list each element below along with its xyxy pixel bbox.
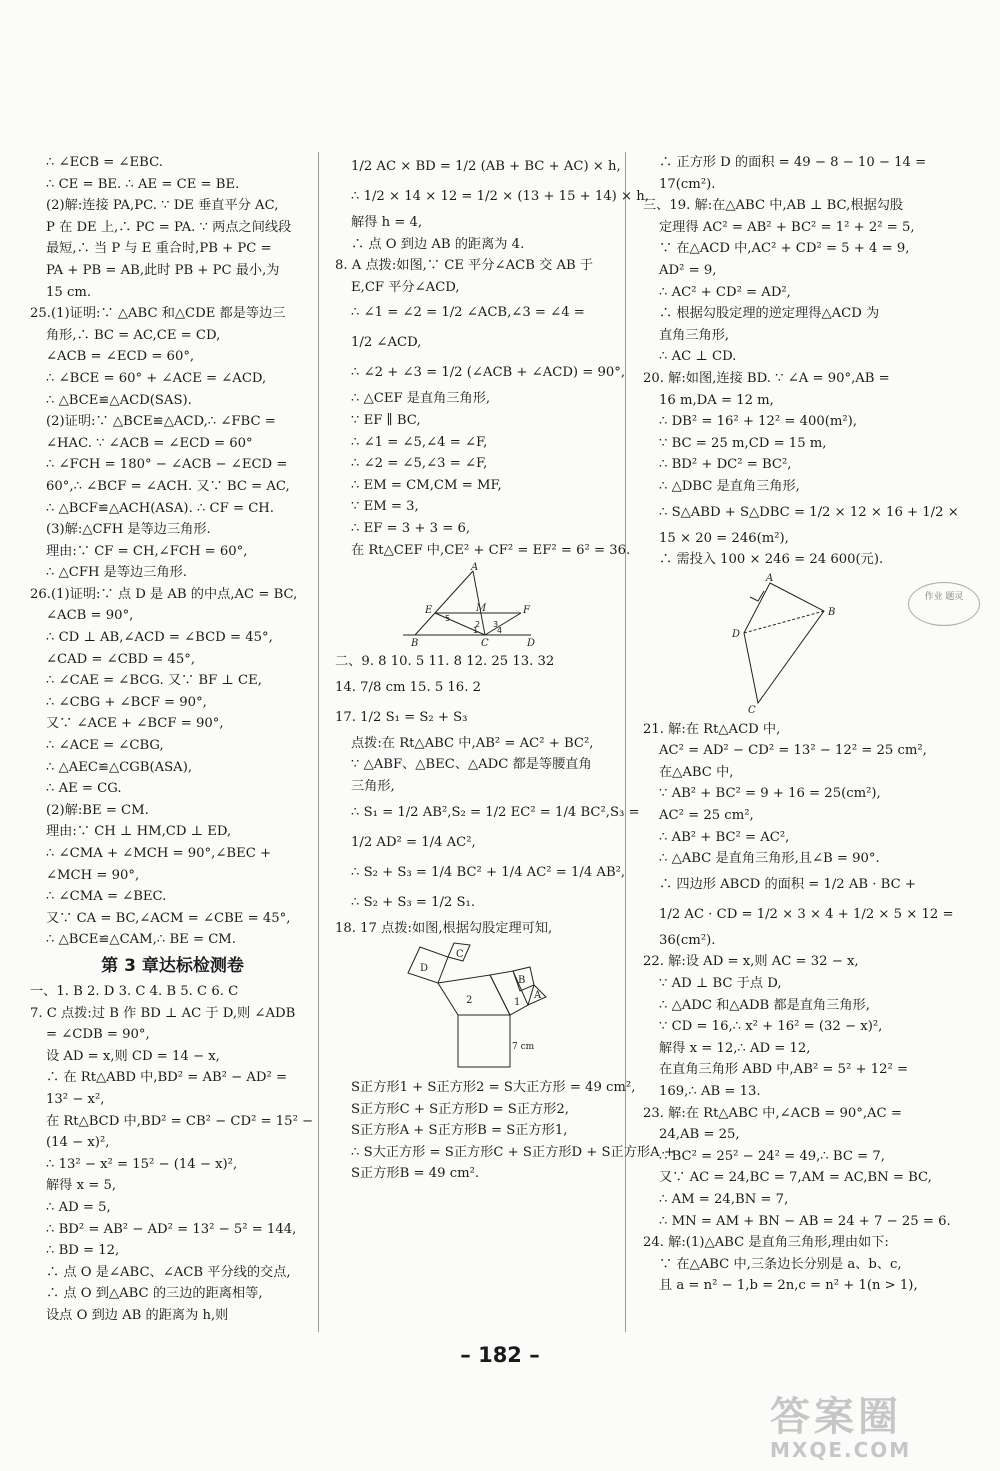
text-line: 13² − x², xyxy=(46,1091,105,1107)
text-line: ∴ △BCE≌△CAM,∴ BE = CM. xyxy=(46,932,236,948)
text-line: 定理得 AC² = AB² + BC² = 1² + 2² = 5, xyxy=(659,219,915,235)
fig2-label-C: C xyxy=(455,949,464,961)
fig3-label-C: C xyxy=(748,704,756,716)
text-line: ∠ACB = ∠ECD = 60°, xyxy=(46,349,195,365)
text-line: ∠HAC. ∵ ∠ACB = ∠ECD = 60° xyxy=(46,435,253,451)
text-line: ∴ △ABC 是直角三角形,且∠B = 90°. xyxy=(659,851,880,867)
text-line: ∴ ∠FCH = 180° − ∠ACB − ∠ECD = xyxy=(46,457,288,473)
text-line: ∴ AE = CG. xyxy=(46,781,122,797)
fig1-label-D: D xyxy=(526,638,535,650)
text-line: ∴ 1/2 × 14 × 12 = 1/2 × (13 + 15 + 14) × h, xyxy=(351,189,649,204)
text-line: ∴ 点 O 是∠ABC、∠ACB 平分线的交点, xyxy=(46,1264,291,1280)
text-line: ∴ EF = 3 + 3 = 6, xyxy=(351,520,471,536)
fig1-angle-1: 1 xyxy=(472,626,478,636)
text-line: 17(cm²). xyxy=(659,176,716,192)
text-line: 22. 解:设 AD = x,则 AC = 32 − x, xyxy=(643,954,859,970)
text-line: ∴ 四边形 ABCD 的面积 = 1/2 AB · BC + xyxy=(659,876,916,892)
text-line: 理由:∵ CH ⊥ HM,CD ⊥ ED, xyxy=(46,824,232,840)
text-line: 最短,∴ 当 P 与 E 重合时,PB + PC = xyxy=(46,241,272,257)
text-line: ∴ 需投入 100 × 246 = 24 600(元). xyxy=(659,552,884,568)
fig1-label-E: E xyxy=(424,605,432,617)
text-line: P 在 DE 上,∴ PC = PA. ∵ 两点之间线段 xyxy=(46,219,292,235)
col1b-lines xyxy=(30,981,315,1327)
fig1-angle-3: 3 xyxy=(492,620,498,630)
text-line: ∵ BC = 25 m,CD = 15 m, xyxy=(659,435,827,451)
text-line: 17. 1/2 S₁ = S₂ + S₃ xyxy=(335,709,468,725)
text-line: ∴ △ADC 和△ADB 都是直角三角形, xyxy=(659,997,870,1013)
text-line: 解得 x = 5, xyxy=(46,1178,117,1194)
text-line: ∴ ∠2 + ∠3 = 1/2 (∠ACB + ∠ACD) = 90°, xyxy=(351,365,626,381)
text-line: 理由:∵ CF = CH,∠FCH = 60°, xyxy=(46,543,248,559)
fig1-angle-5: 5 xyxy=(444,614,450,624)
fig2-label-A: A xyxy=(533,990,541,1002)
text-line: ∵ EM = 3, xyxy=(351,499,419,515)
text-line: ∴ 正方形 D 的面积 = 49 − 8 − 10 − 14 = xyxy=(659,155,927,170)
text-line: 16 m,DA = 12 m, xyxy=(659,392,774,408)
page-number: – 182 – xyxy=(460,1343,540,1367)
stamp-logo: 作业 题灵 xyxy=(908,582,980,626)
text-line: 14. 7/8 cm 15. 5 16. 2 xyxy=(335,679,481,695)
text-line: ∵ 在△ACD 中,AC² + CD² = 5 + 4 = 9, xyxy=(659,241,910,257)
text-line: 24. 解:(1)△ABC 是直角三角形,理由如下: xyxy=(643,1235,889,1251)
text-line: ∴ △CEF 是直角三角形, xyxy=(351,391,491,407)
column-2 xyxy=(335,152,675,1185)
fig2-label-2: 2 xyxy=(465,995,472,1007)
text-line: S正方形A + S正方形B = S正方形1, xyxy=(351,1123,568,1139)
text-line: ∴ ∠CAE = ∠BCG. 又∵ BF ⊥ CE, xyxy=(46,673,262,689)
text-line: 1/2 ∠ACD, xyxy=(351,335,422,351)
text-line: ∴ AD = 5, xyxy=(46,1199,111,1215)
fig1-label-B: B xyxy=(410,638,418,650)
text-line: ∴ 在 Rt△ABD 中,BD² = AB² − AD² = xyxy=(46,1070,288,1086)
text-line: ∴ BD² + DC² = BC², xyxy=(659,457,792,473)
text-line: ∴ △BCE≌△ACD(SAS). xyxy=(46,392,192,408)
text-line: 60°,∴ ∠BCF = ∠ACH. 又∵ BC = AC, xyxy=(46,478,290,494)
text-line: (2)解:BE = CM. xyxy=(46,802,149,818)
text-line: ∴ S₂ + S₃ = 1/4 BC² + 1/4 AC² = 1/4 AB², xyxy=(351,864,626,880)
text-line: 20. 解:如图,连接 BD. ∵ ∠A = 90°,AB = xyxy=(643,370,890,386)
text-line: (14 − x)², xyxy=(46,1135,110,1151)
column-1 xyxy=(30,152,315,1326)
squares-figure-q18 xyxy=(398,943,558,1073)
fig1-label-F: F xyxy=(522,605,530,617)
text-line: ∴ ∠CMA = ∠BEC. xyxy=(46,889,167,905)
text-line: 在△ABC 中, xyxy=(659,764,734,780)
text-line: ∴ 点 O 到△ABC 的三边的距离相等, xyxy=(46,1286,263,1302)
text-line: 1/2 AC × BD = 1/2 (AB + BC + AC) × h, xyxy=(351,159,621,174)
text-line: ∴ △CFH 是等边三角形. xyxy=(46,565,187,581)
text-line: (3)解:△CFH 是等边三角形. xyxy=(46,522,211,538)
text-line: ∴ AM = 24,BN = 7, xyxy=(659,1191,789,1207)
triangle-figure-q8 xyxy=(403,562,553,650)
text-line: ∴ AC² + CD² = AD², xyxy=(659,284,791,300)
text-line: ∴ S₂ + S₃ = 1/2 S₁. xyxy=(351,894,476,910)
chapter-3-heading: 第 3 章达标检测卷 xyxy=(101,955,244,976)
watermark-logo: 答案圈 MXQE.COM xyxy=(770,1394,912,1462)
text-line: ∴ S大正方形 = S正方形C + S正方形D + S正方形A + xyxy=(351,1144,675,1160)
text-line: 三角形, xyxy=(351,778,395,794)
col2b-lines xyxy=(335,651,640,939)
text-line: ∵ AD ⊥ BC 于点 D, xyxy=(659,976,782,992)
text-line: 且 a = n² − 1,b = 2n,c = n² + 1(n > 1), xyxy=(659,1278,918,1294)
fig2-label-B: B xyxy=(517,975,525,987)
text-line: ∴ AB² + BC² = AC², xyxy=(659,829,790,845)
text-line: ∴ CD ⊥ AB,∠ACD = ∠BCD = 45°, xyxy=(46,630,273,646)
text-line: (2)解:连接 PA,PC. ∵ DE 垂直平分 AC, xyxy=(46,198,279,214)
fig3-label-A: A xyxy=(766,572,774,584)
text-line: ∴ EM = CM,CM = MF, xyxy=(351,477,502,493)
text-line: 点拨:在 Rt△ABC 中,AB² = AC² + BC², xyxy=(351,735,594,751)
text-line: 8. A 点拨:如图,∵ CE 平分∠ACB 交 AB 于 xyxy=(335,258,594,274)
text-line: 1/2 AC · CD = 1/2 × 3 × 4 + 1/2 × 5 × 12 = xyxy=(659,906,954,922)
text-line: S正方形C + S正方形D = S正方形2, xyxy=(351,1101,569,1117)
text-line: ∴ S₁ = 1/2 AB²,S₂ = 1/2 EC² = 1/4 BC²,S₃ = xyxy=(351,804,640,820)
text-line: ∴ △DBC 是直角三角形, xyxy=(659,478,800,494)
text-line: PA + PB = AB,此时 PB + PC 最小,为 xyxy=(46,262,280,278)
text-line: S正方形B = 49 cm². xyxy=(351,1166,480,1182)
text-line: ∴ DB² = 16² + 12² = 400(m²), xyxy=(659,414,858,430)
text-line: ∴ ∠CMA + ∠MCH = 90°,∠BEC + xyxy=(46,846,272,861)
text-line: ∴ BC² = 25² − 24² = 49,∴ BC = 7, xyxy=(659,1148,885,1164)
text-line: ∵ 在△ABC 中,三条边长分别是 a、b、c, xyxy=(659,1256,902,1272)
text-line: 21. 解:在 Rt△ACD 中, xyxy=(643,721,781,737)
col3a-lines xyxy=(643,152,959,571)
text-line: 18. 17 点拨:如图,根据勾股定理可知, xyxy=(335,920,553,936)
text-line: ∴ CE = BE. ∴ AE = CE = BE. xyxy=(46,176,240,192)
fig3-label-D: D xyxy=(732,628,741,640)
fig3-label-B: B xyxy=(828,606,836,618)
fig2-label-D: D xyxy=(419,963,428,975)
text-line: AC² = 25 cm², xyxy=(659,808,754,824)
text-line: 在 Rt△CEF 中,CE² + CF² = EF² = 6² = 36. xyxy=(351,542,631,558)
text-line: 23. 解:在 Rt△ABC 中,∠ACB = 90°,AC = xyxy=(643,1105,902,1121)
fig2-label-1: 1 xyxy=(513,997,520,1009)
text-line: ∴ △AEC≌△CGB(ASA), xyxy=(46,759,193,775)
text-line: 25.(1)证明:∵ △ABC 和△CDE 都是等边三 xyxy=(30,306,286,322)
text-line: ∠CAD = ∠CBD = 45°, xyxy=(46,651,196,667)
text-line: ∴ MN = AM + BN − AB = 24 + 7 − 25 = 6. xyxy=(659,1213,951,1229)
text-line: 26.(1)证明:∵ 点 D 是 AB 的中点,AC = BC, xyxy=(30,586,298,602)
text-line: 解得 h = 4, xyxy=(351,215,423,230)
text-line: ∴ 点 O 到边 AB 的距离为 4. xyxy=(351,236,525,252)
text-line: 又∵ AC = 24,BC = 7,AM = AC,BN = BC, xyxy=(659,1170,932,1186)
text-line: ∵ CD = 16,∴ x² + 16² = (32 − x)², xyxy=(659,1019,883,1035)
text-line: 36(cm²). xyxy=(659,932,716,948)
text-line: ∴ ∠CBG + ∠BCF = 90°, xyxy=(46,694,207,710)
fig1-label-M: M xyxy=(475,603,486,615)
col1-lines xyxy=(30,152,315,951)
text-line: ∴ ∠BCE = 60° + ∠ACE = ∠ACD, xyxy=(46,370,267,386)
text-line: = ∠CDB = 90°, xyxy=(46,1027,150,1043)
text-line: ∴ 13² − x² = 15² − (14 − x)², xyxy=(46,1156,238,1172)
text-line: 直角三角形, xyxy=(659,327,730,343)
text-line: ∵ △ABF、△BEC、△ADC 都是等腰直角 xyxy=(351,757,592,773)
text-line: ∴ ∠ECB = ∠EBC. xyxy=(46,155,163,170)
text-line: 角形,∴ BC = AC,CE = CD, xyxy=(46,327,221,343)
text-line: ∴ ∠2 = ∠5,∠3 = ∠F, xyxy=(351,456,488,472)
text-line: 15 × 20 = 246(m²), xyxy=(659,530,789,546)
text-line: ∴ ∠1 = ∠5,∠4 = ∠F, xyxy=(351,434,488,450)
text-line: ∴ 根据勾股定理的逆定理得△ACD 为 xyxy=(659,306,880,322)
text-line: (2)证明:∵ △BCE≌△ACD,∴ ∠FBC = xyxy=(46,414,276,430)
fig1-label-C: C xyxy=(480,638,489,650)
text-line: 二、9. 8 10. 5 11. 8 12. 25 13. 32 xyxy=(335,654,555,670)
column-divider xyxy=(318,152,319,1332)
text-line: 在直角三角形 ABD 中,AB² = 5² + 12² = xyxy=(659,1062,909,1078)
text-line: 169,∴ AB = 13. xyxy=(659,1084,761,1099)
quadrilateral-figure-q20 xyxy=(728,572,858,716)
text-line: 在 Rt△BCD 中,BD² = CB² − CD² = 15² − xyxy=(46,1113,314,1129)
fig1-angle-2: 2 xyxy=(474,620,480,630)
text-line: 24,AB = 25, xyxy=(659,1127,740,1143)
text-line: ∴ BD = 12, xyxy=(46,1243,120,1259)
fig1-angle-4: 4 xyxy=(496,626,502,636)
text-line: ∠MCH = 90°, xyxy=(46,867,140,883)
text-line: ∴ ∠ACE = ∠CBG, xyxy=(46,738,164,754)
text-line: 设点 O 到边 AB 的距离为 h,则 xyxy=(46,1307,229,1323)
text-line: AC² = AD² − CD² = 13² − 12² = 25 cm², xyxy=(659,743,927,759)
text-line: ∴ ∠1 = ∠2 = 1/2 ∠ACB,∠3 = ∠4 = xyxy=(351,305,585,321)
text-line: S正方形1 + S正方形2 = S大正方形 = 49 cm², xyxy=(351,1080,636,1096)
fig2-length-label: 7 cm xyxy=(511,1042,534,1053)
text-line: E,CF 平分∠ACD, xyxy=(351,279,460,295)
col2a-lines xyxy=(335,152,649,561)
text-line: 解得 x = 12,∴ AD = 12, xyxy=(659,1040,811,1056)
text-line: 又∵ CA = BC,∠ACM = ∠CBE = 45°, xyxy=(46,910,291,926)
text-line: ∵ AB² + BC² = 9 + 16 = 25(cm²), xyxy=(659,786,881,802)
col2c-lines xyxy=(335,1077,675,1185)
text-line: 7. C 点拨:过 B 作 BD ⊥ AC 于 D,则 ∠ADB xyxy=(30,1005,296,1021)
text-line: ∴ △BCF≌△ACH(ASA). ∴ CF = CH. xyxy=(46,500,274,516)
text-line: AD² = 9, xyxy=(659,262,717,278)
text-line: ∴ BD² = AB² − AD² = 13² − 5² = 144, xyxy=(46,1221,297,1237)
text-line: 15 cm. xyxy=(46,284,92,300)
text-line: 又∵ ∠ACE + ∠BCF = 90°, xyxy=(46,716,224,732)
text-line: 一、1. B 2. D 3. C 4. B 5. C 6. C xyxy=(30,983,239,999)
text-line: ∠ACB = 90°, xyxy=(46,608,134,624)
text-line: ∵ EF ∥ BC, xyxy=(351,412,421,428)
text-line: ∴ S△ABD + S△DBC = 1/2 × 12 × 16 + 1/2 × xyxy=(659,504,959,520)
text-line: 设 AD = x,则 CD = 14 − x, xyxy=(46,1048,220,1064)
text-line: ∴ AC ⊥ CD. xyxy=(659,349,737,365)
text-line: 三、19. 解:在△ABC 中,AB ⊥ BC,根据勾股 xyxy=(643,198,904,214)
text-line: 1/2 AD² = 1/4 AC², xyxy=(351,834,476,850)
col3b-lines xyxy=(643,719,954,1297)
fig1-label-A: A xyxy=(470,562,478,574)
